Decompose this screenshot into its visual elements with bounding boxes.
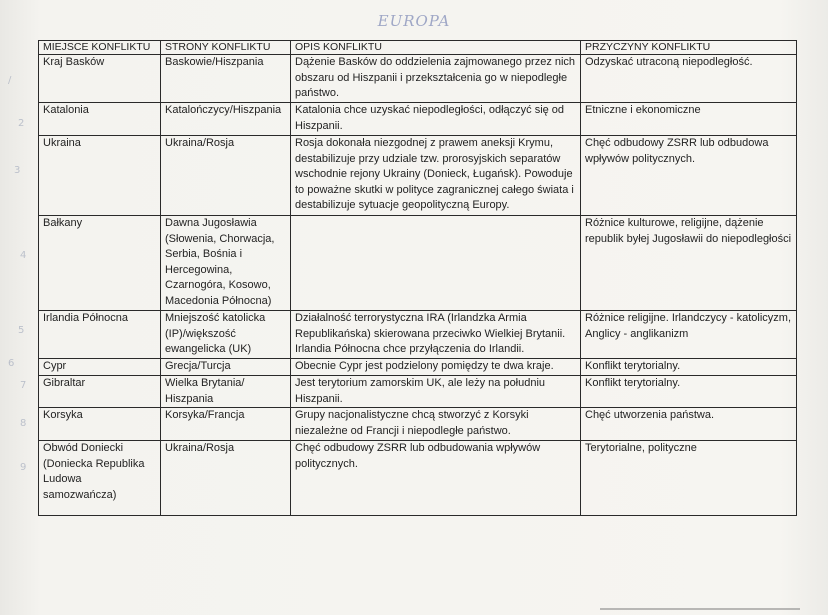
cell-description: Działalność terrorystyczna IRA (Irlandzka Armia Republikańska) skierowana przeciwko Wielkiej Brytanii. Irlandia Północna chce przyłączenia do Irlandii. (291, 311, 581, 359)
margin-mark: 6 (8, 358, 15, 369)
cell-causes: Chęć odbudowy ZSRR lub odbudowa wpływów politycznych. (581, 136, 797, 216)
cell-description: Chęć odbudowy ZSRR lub odbudowania wpływów politycznych. (291, 441, 581, 516)
table-row (39, 216, 797, 311)
table-row (39, 311, 797, 359)
cell-place: Obwód Doniecki (Doniecka Republika Ludowa samozwańcza) (39, 441, 161, 516)
page-edge-shadow (600, 608, 800, 610)
cell-place: Cypr (39, 359, 161, 376)
margin-mark: 5 (18, 325, 25, 336)
cell-place: Katalonia (39, 103, 161, 136)
cell-causes: Etniczne i ekonomiczne (581, 103, 797, 136)
cell-causes: Konflikt terytorialny. (581, 376, 797, 408)
table-row (39, 441, 797, 516)
margin-mark: 7 (20, 380, 27, 391)
table-row (39, 408, 797, 441)
table-row (39, 136, 797, 216)
margin-mark: 3 (14, 165, 21, 176)
cell-description: Rosja dokonała niezgodnej z prawem aneksji Krymu, destabilizuje przy udziale tzw. prorosyjskich separatów wschodnie rejony Ukrainy (Donieck, Ługańsk). Powoduje to poważne skutki w polityce zagranicznej całego świata i destabilizuje sytuacje geopolityczną Europy. (291, 136, 581, 216)
column-header-parties: STRONY KONFLIKTU (161, 41, 291, 55)
margin-mark: 8 (20, 418, 27, 429)
cell-causes: Chęć utworzenia państwa. (581, 408, 797, 441)
cell-parties: Grecja/Turcja (161, 359, 291, 376)
cell-causes: Terytorialne, polityczne (581, 441, 797, 516)
table-row (39, 359, 797, 376)
cell-causes: Różnice kulturowe, religijne, dążenie republik byłej Jugosławii do niepodległości (581, 216, 797, 311)
table-header-row (39, 41, 797, 55)
cell-description: Obecnie Cypr jest podzielony pomiędzy te dwa kraje. (291, 359, 581, 376)
cell-parties: Katalończycy/Hiszpania (161, 103, 291, 136)
margin-mark: 9 (20, 462, 27, 473)
cell-description: Grupy nacjonalistyczne chcą stworzyć z Korsyki niezależne od Francji i niepodległe państwo. (291, 408, 581, 441)
column-header-place: MIEJSCE KONFLIKTU (39, 41, 161, 55)
conflicts-table (38, 40, 797, 516)
cell-parties: Ukraina/Rosja (161, 441, 291, 516)
cell-causes: Różnice religijne. Irlandczycy - katolicyzm, Anglicy - anglikanizm (581, 311, 797, 359)
cell-description: Katalonia chce uzyskać niepodległości, odłączyć się od Hiszpanii. (291, 103, 581, 136)
margin-mark: / (8, 75, 12, 86)
margin-mark: 2 (18, 118, 25, 129)
cell-place: Korsyka (39, 408, 161, 441)
table-row (39, 55, 797, 103)
cell-parties: Wielka Brytania/ Hiszpania (161, 376, 291, 408)
table-row (39, 376, 797, 408)
cell-causes: Odzyskać utraconą niepodległość. (581, 55, 797, 103)
cell-place: Irlandia Północna (39, 311, 161, 359)
cell-parties: Mniejszość katolicka (IP)/większość ewangelicka (UK) (161, 311, 291, 359)
table-row (39, 103, 797, 136)
cell-description: Jest terytorium zamorskim UK, ale leży na południu Hiszpanii. (291, 376, 581, 408)
cell-parties: Baskowie/Hiszpania (161, 55, 291, 103)
cell-parties: Ukraina/Rosja (161, 136, 291, 216)
column-header-causes: PRZYCZYNY KONFLIKTU (581, 41, 797, 55)
cell-causes: Konflikt terytorialny. (581, 359, 797, 376)
margin-marks (0, 0, 30, 615)
cell-description: Dążenie Basków do oddzielenia zajmowanego przez nich obszaru od Hiszpanii i przekształcenia go w niepodległe państwo. (291, 55, 581, 103)
cell-place: Bałkany (39, 216, 161, 311)
cell-parties: Korsyka/Francja (161, 408, 291, 441)
cell-description (291, 216, 581, 311)
margin-mark: 4 (20, 250, 27, 261)
page-heading: EUROPA (377, 12, 451, 30)
column-header-description: OPIS KONFLIKTU (291, 41, 581, 55)
cell-place: Kraj Basków (39, 55, 161, 103)
cell-parties: Dawna Jugosławia (Słowenia, Chorwacja, Serbia, Bośnia i Hercegowina, Czarnogóra, Kosowo, Macedonia Północna) (161, 216, 291, 311)
cell-place: Ukraina (39, 136, 161, 216)
cell-place: Gibraltar (39, 376, 161, 408)
